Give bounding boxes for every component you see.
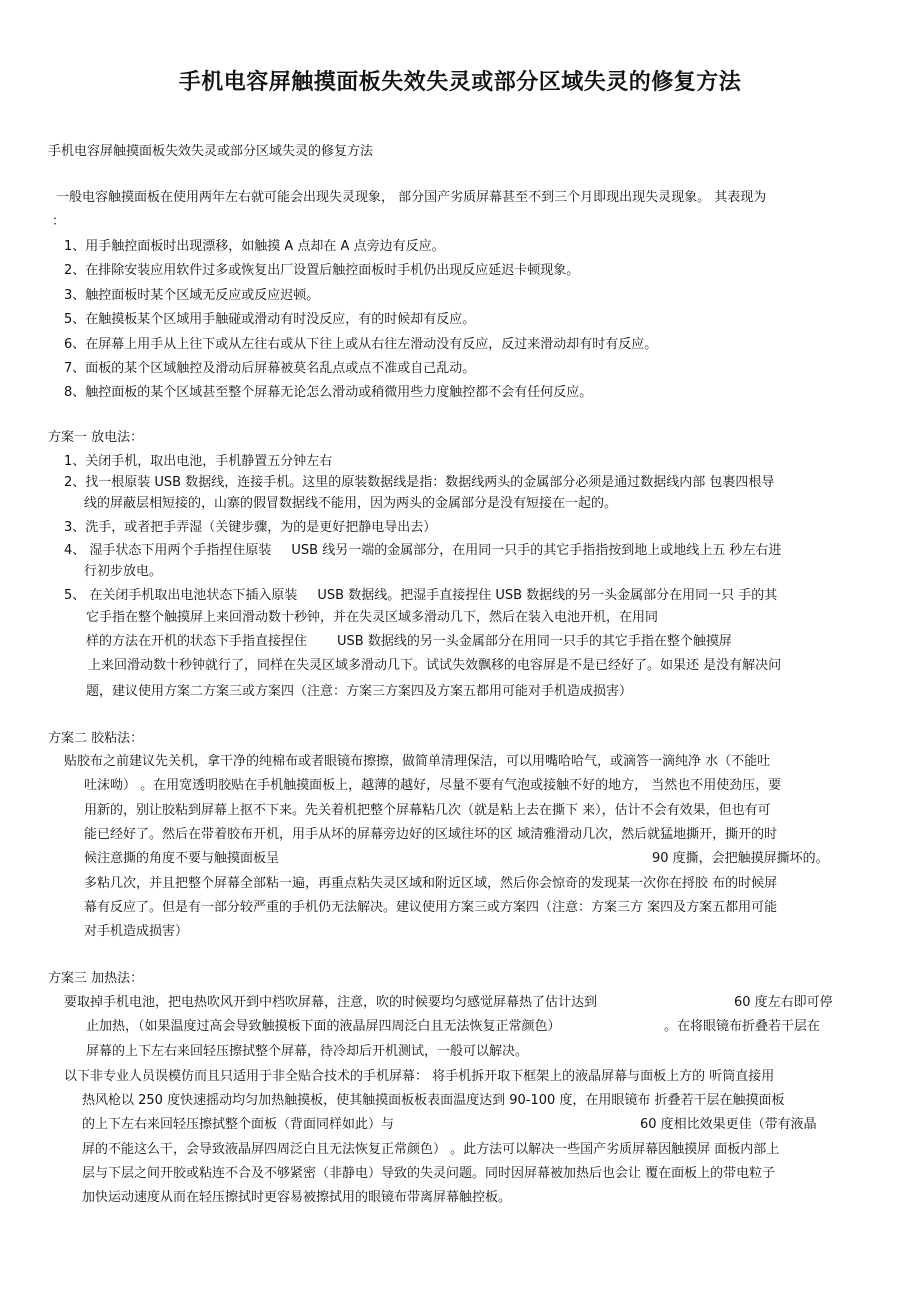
plan3-line: 屏的不能这么干，会导致液晶屏四周泛白且无法恢复正常颜色） 。此方法可以解决一些国产劣质屏幕因触摸屏 面板内部上 bbox=[82, 1142, 780, 1157]
plan1-line: 它手指在整个触摸屏上来回滑动数十秒钟，并在失灵区域多滑动几下，然后在装入电池开机，在用同 bbox=[86, 610, 659, 625]
plan3-line: 60 度相比效果更佳（带有液晶 bbox=[640, 1117, 817, 1132]
plan3-line: 的上下左右来回轻压擦拭整个面板（背面同样如此）与 bbox=[82, 1117, 395, 1132]
symptom-item: 3、触控面板时某个区域无反应或反应迟顿。 bbox=[64, 288, 320, 303]
plan2-line: 候注意撕的角度不要与触摸面板呈 bbox=[84, 851, 280, 866]
symptom-item: 6、在屏幕上用手从上往下或从左往右或从下往上或从右往左滑动没有反应，反过来滑动却有时有反应。 bbox=[64, 337, 658, 352]
plan3-line: 60 度左右即可停 bbox=[734, 995, 833, 1010]
plan2-line: 能已经好了。然后在带着胶布开机，用手从坏的屏幕旁边好的区域往坏的区 域清雅滑动几次，然后就猛地撕开，撕开的时 bbox=[84, 827, 778, 842]
plan1-line bbox=[86, 633, 732, 651]
symptom-item: 8、触控面板的某个区域甚至整个屏幕无论怎么滑动或稍微用些力度触控都不会有任何反应。 bbox=[64, 385, 593, 400]
plan3-line: 要取掉手机电池，把电热吹风开到中档吹屏幕，注意，吹的时候要均匀感觉屏幕热了估计达到 bbox=[64, 995, 598, 1010]
plan1-line-part: 样的方法在开机的状态下手指直接捏住 bbox=[86, 634, 308, 649]
plan1-line: 3、洗手，或者把手弄湿（关键步骤，为的是更好把静电导出去） bbox=[64, 520, 437, 535]
plan2-line: 用新的，别让胶粘到屏幕上抠不下来。先关着机把整个屏幕粘几次（就是粘上去在撕下 来），估计不会有效果，但也有可 bbox=[84, 803, 771, 818]
plan1-line-part: USB 线另一端的金属部分，在用同一只手的其它手指指按到地上或地线上五 秒左右进 bbox=[291, 543, 782, 558]
plan1-line: 1、关闭手机，取出电池，手机静置五分钟左右 bbox=[64, 454, 333, 469]
symptom-item: 1、用手触控面板时出现漂移，如触摸 A 点却在 A 点旁边有反应。 bbox=[64, 239, 445, 254]
intro-line: ： bbox=[52, 214, 66, 229]
plan3-heading: 方案三 加热法： bbox=[48, 971, 144, 986]
plan1-line: 线的屏蔽层相短接的，山寨的假冒数据线不能用，因为两头的金属部分是没有短接在一起的。 bbox=[84, 496, 618, 511]
plan1-line: 上来回滑动数十秒钟就行了，同样在失灵区域多滑动几下。试试失效飘移的电容屏是不是已经好了。如果还 是没有解决问 bbox=[88, 658, 782, 673]
plan1-line bbox=[64, 587, 777, 605]
symptom-item: 2、在排除安装应用软件过多或恢复出厂设置后触控面板时手机仍出现反应延迟卡顿现象。 bbox=[64, 263, 580, 278]
document-title: 手机电容屏触摸面板失效失灵或部分区域失灵的修复方法 bbox=[178, 70, 742, 95]
plan3-line: 层与下层之间开胶或粘连不合及不够紧密（非静电）导致的失灵问题。同时因屏幕被加热后也会让 覆在面板上的带电粒子 bbox=[82, 1166, 776, 1181]
plan2-heading: 方案二 胶粘法： bbox=[48, 731, 144, 746]
symptom-item: 7、面板的某个区域触控及滑动后屏幕被莫名乱点或点不准或自己乱动。 bbox=[64, 361, 476, 376]
plan1-line-part: USB 数据线的另一头金属部分在用同一只手的其它手指在整个触摸屏 bbox=[337, 634, 732, 649]
plan2-line: 多粘几次，并且把整个屏幕全部粘一遍，再重点粘失灵区域和附近区域，然后你会惊奇的发现某一次你在捋胶 布的时候屏 bbox=[84, 876, 778, 891]
plan1-line: 行初步放电。 bbox=[84, 564, 163, 579]
plan1-line-part: USB 数据线。把湿手直接捏住 USB 数据线的另一头金属部分在用同一只 手的其 bbox=[317, 588, 778, 603]
plan3-line: 热风枪以 250 度快速摇动均匀加热触摸板，使其触摸面板板表面温度达到 90-100 度，在用眼镜布 折叠若干层在触摸面板 bbox=[82, 1093, 785, 1108]
symptom-item: 5、在触摸板某个区域用手触碰或滑动有时没反应，有的时候却有反应。 bbox=[64, 312, 476, 327]
plan1-line-part: 5、 在关闭手机取出电池状态下插入原装 bbox=[64, 588, 298, 603]
plan2-line: 贴胶布之前建议先关机，拿干净的纯棉布或者眼镜布擦擦，做简单清理保洁，可以用嘴哈哈气，或滴答一滴纯净 水（不能吐 bbox=[64, 754, 771, 769]
plan2-line: 90 度撕，会把触摸屏撕坏的。 bbox=[652, 851, 829, 866]
plan2-line: 对手机造成损害） bbox=[84, 924, 189, 939]
plan3-line: 。在将眼镜布折叠若干层在 bbox=[664, 1019, 821, 1034]
plan1-heading: 方案一 放电法： bbox=[48, 430, 144, 445]
plan3-line: 加快运动速度从而在轻压擦拭时更容易被擦拭用的眼镜布带离屏幕触控板。 bbox=[82, 1190, 512, 1205]
plan1-line bbox=[64, 542, 781, 560]
plan2-line: 幕有反应了。但是有一部分较严重的手机仍无法解决。建议使用方案三或方案四（注意：方案三方 案四及方案五都用可能 bbox=[84, 900, 778, 915]
plan3-line: 止加热，（如果温度过高会导致触摸板下面的液晶屏四周泛白且无法恢复正常颜色） bbox=[86, 1019, 561, 1034]
plan1-line: 题，建议使用方案二方案三或方案四（注意：方案三方案四及方案五都用可能对手机造成损害） bbox=[86, 684, 633, 699]
plan1-line-part: 4、 湿手状态下用两个手指捏住原装 bbox=[64, 543, 272, 558]
intro-line: 一般电容触摸面板在使用两年左右就可能会出现失灵现象， 部分国产劣质屏幕甚至不到三个月即现出现失灵现象。 其表现为 bbox=[56, 190, 767, 205]
plan1-line: 2、找一根原装 USB 数据线，连接手机。这里的原装数据线是指：数据线两头的金属部分必须是通过数据线内部 包裹四根导 bbox=[64, 475, 775, 490]
document-subtitle: 手机电容屏触摸面板失效失灵或部分区域失灵的修复方法 bbox=[48, 144, 374, 159]
plan3-line: 屏幕的上下左右来回轻压擦拭整个屏幕，待冷却后开机测试，一般可以解决。 bbox=[86, 1044, 529, 1059]
plan2-line: 吐沫呦） 。在用宽透明胶贴在手机触摸面板上，越薄的越好，尽量不要有气泡或接触不好的地方， 当然也不用使劲压，要 bbox=[84, 778, 782, 793]
plan3-line: 以下非专业人员误模仿而且只适用于非全贴合技术的手机屏幕： 将手机拆开取下框架上的液晶屏幕与面板上方的 听筒直接用 bbox=[64, 1069, 775, 1084]
